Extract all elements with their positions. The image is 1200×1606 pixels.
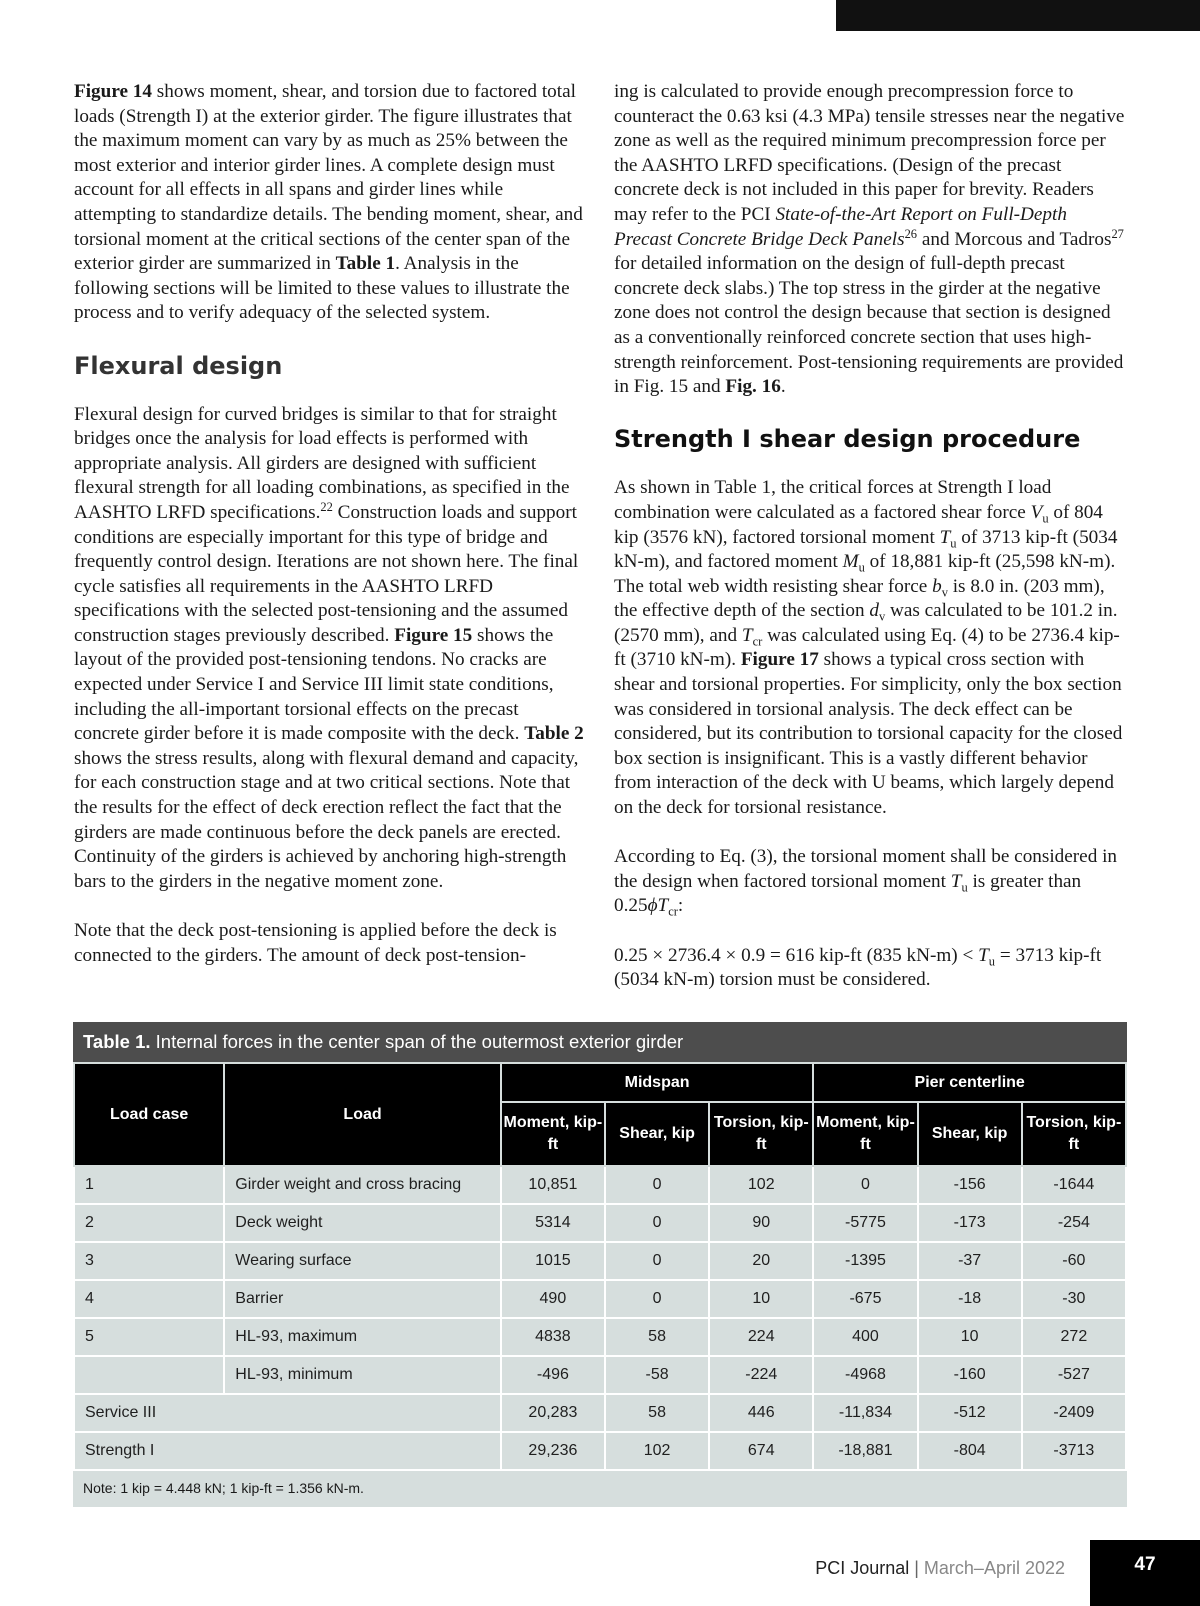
report-title: State-of-the-Art Report on Full-Depth Precast Concrete Bridge Deck Panels <box>614 203 1067 250</box>
cell-load: Wearing surface <box>224 1242 501 1280</box>
header-load: Load <box>224 1063 501 1166</box>
symbol: d <box>869 600 879 622</box>
text: of 804 kip (3576 kN), factored torsional moment <box>614 501 1103 548</box>
cell-load-case: 5 <box>74 1318 224 1356</box>
cell-value: -3713 <box>1022 1432 1126 1470</box>
cell-load-case <box>74 1356 224 1394</box>
header-midspan-shear: Shear, kip <box>605 1102 709 1166</box>
cell-value: 224 <box>709 1318 813 1356</box>
cell-load-case: 1 <box>74 1166 224 1204</box>
table-note: Note: 1 kip = 4.448 kN; 1 kip-ft = 1.356 kN-m. <box>83 1480 364 1496</box>
text: : <box>677 895 684 917</box>
cell-value: 446 <box>709 1394 813 1432</box>
cell-load-case: 3 <box>74 1242 224 1280</box>
left-column <box>74 80 588 968</box>
cell-value: 20 <box>709 1242 813 1280</box>
cell-value: -30 <box>1022 1280 1126 1318</box>
cell-value: 4838 <box>501 1318 605 1356</box>
page-footer <box>0 1540 1200 1606</box>
subscript: u <box>858 560 865 575</box>
internal-forces-table <box>73 1062 1127 1471</box>
cell-load: HL-93, minimum <box>224 1356 501 1394</box>
text: 0.25 × 2736.4 × 0.9 = 616 kip-ft (835 kN-m) < <box>614 944 979 966</box>
top-decorative-bar <box>836 0 1200 31</box>
cell-value: 0 <box>605 1242 709 1280</box>
section-heading: Strength I shear design procedure <box>614 425 1081 454</box>
table-row <box>74 1280 1126 1318</box>
text: shows moment, shear, and torsion due to factored total loads (Strength I) at the exterior girder. The figure illustrates that the maximum moment can vary by as much as 25% between the most exterior and interior girder lines. A complete design must account for all effects in all spans and girder lines while attempting to standardize details. The bending moment, shear, and torsional moment at the critical sections of the center span of the exterior girder are summarized in <box>74 81 583 275</box>
cell-value: -1644 <box>1022 1166 1126 1204</box>
symbol: T <box>950 870 962 892</box>
cell-value: -1395 <box>813 1242 917 1280</box>
cell-value: -254 <box>1022 1204 1126 1242</box>
text: was calculated to be 101.2 in. (2570 mm), and <box>614 600 1118 646</box>
text: = 3713 kip-ft (5034 kN-m) torsion must be considered. <box>614 944 1102 991</box>
cell-value: -527 <box>1022 1356 1126 1394</box>
subscript: u <box>1042 511 1049 526</box>
subscript: u <box>950 535 957 550</box>
subscript: cr <box>752 634 763 649</box>
symbol: V <box>1030 501 1043 523</box>
cell-value: 0 <box>605 1166 709 1204</box>
cell-value: -58 <box>605 1356 709 1394</box>
symbol: T <box>978 944 989 966</box>
cell-value: 490 <box>501 1280 605 1318</box>
table-row <box>74 1166 1126 1204</box>
cell-value: -37 <box>918 1242 1022 1280</box>
cell-load: Barrier <box>224 1280 501 1318</box>
table-ref: Table 1 <box>335 253 396 275</box>
cell-value: -4968 <box>813 1356 917 1394</box>
table-row <box>74 1356 1126 1394</box>
cell-value: 10,851 <box>501 1166 605 1204</box>
cell-value: -224 <box>709 1356 813 1394</box>
header-pier-centerline: Pier centerline <box>813 1063 1126 1102</box>
cell-combination: Service III <box>74 1394 501 1432</box>
cell-combination: Strength I <box>74 1432 501 1470</box>
text: Construction loads and support conditions are especially important for this type of bridge and frequently control design. Iterations are not shown here. The final cycle satisfies all requirements in the AASHTO LRFD specifications with the selected post-tensioning and the assumed construction stages previously described. <box>74 501 579 646</box>
reference-number: 27 <box>1111 226 1124 241</box>
paragraph <box>74 80 588 326</box>
reference-number: 26 <box>904 226 918 241</box>
table-1 <box>73 1022 1127 1507</box>
header-midspan-torsion: Torsion, kip-ft <box>709 1102 813 1166</box>
cell-value: 10 <box>918 1318 1022 1356</box>
text: As shown in Table 1, the critical forces at Strength I load combination were calculated as a factored shear force <box>614 477 1052 523</box>
text: shows a typical cross section with shear and torsional properties. For simplicity, only the box section was considered in torsional analysis. The deck effect can be considered, but its contribution to torsional capacity for the closed box section is insignificant. This is a vastly different behavior from interaction of the deck with U beams, which largely depend on the deck for torsional resistance. <box>614 649 1123 819</box>
cell-value: -60 <box>1022 1242 1126 1280</box>
table-total-row <box>74 1394 1126 1432</box>
equation <box>614 944 1128 993</box>
cell-load-case: 2 <box>74 1204 224 1242</box>
cell-value: -2409 <box>1022 1394 1126 1432</box>
figure-ref: Figure 17 <box>740 649 819 671</box>
figure-ref: Figure 14 <box>74 81 152 102</box>
cell-load: Deck weight <box>224 1204 501 1242</box>
header-pier-shear: Shear, kip <box>918 1102 1022 1166</box>
cell-value: 0 <box>605 1204 709 1242</box>
cell-value: 10 <box>709 1280 813 1318</box>
cell-value: -160 <box>918 1356 1022 1394</box>
symbol: b <box>932 575 942 597</box>
table-row <box>74 1318 1126 1356</box>
subscript: cr <box>668 904 678 919</box>
text: of 3713 kip-ft (5034 kN-m), and factored moment <box>614 526 1118 573</box>
subscript: u <box>988 953 996 968</box>
text: shows the layout of the provided post-tensioning tendons. No cracks are expected under Service I and Service III limit state conditions, including the all-important torsional effects on the precast concrete girder before it is made composite with the deck. <box>74 624 554 745</box>
cell-load-case: 4 <box>74 1280 224 1318</box>
cell-value: 0 <box>605 1280 709 1318</box>
header-midspan: Midspan <box>501 1063 814 1102</box>
table-caption <box>73 1022 1127 1062</box>
cell-value: 20,283 <box>501 1394 605 1432</box>
text: and Morcous and Tadros <box>917 228 1112 250</box>
cell-value: -18 <box>918 1280 1022 1318</box>
header-pier-torsion: Torsion, kip-ft <box>1022 1102 1126 1166</box>
section-heading: Flexural design <box>74 351 283 380</box>
journal-name: PCI Journal <box>815 1558 910 1578</box>
paragraph <box>614 80 1128 400</box>
cell-value: -675 <box>813 1280 917 1318</box>
paragraph: Note that the deck post-tensioning is applied before the deck is connected to the girders. The amount of deck post-tension- <box>74 920 557 966</box>
page-number: 47 <box>1090 1540 1200 1606</box>
right-column <box>614 80 1128 993</box>
cell-value: 400 <box>813 1318 917 1356</box>
text: ing is calculated to provide enough precompression force to counteract the 0.63 ksi (4.3 MPa) tensile stresses near the negative zone as well as the required minimum precompression force per the AASHTO LRFD specifications. (Design of the precast concrete deck is not included in this paper for brevity. Readers may refer to the PCI <box>614 81 1125 225</box>
issue-date: March–April 2022 <box>923 1558 1065 1578</box>
header-pier-moment: Moment, kip-ft <box>813 1102 917 1166</box>
cell-value: 29,236 <box>501 1432 605 1470</box>
cell-value: -18,881 <box>813 1432 917 1470</box>
cell-load: Girder weight and cross bracing <box>224 1166 501 1204</box>
cell-value: -804 <box>918 1432 1022 1470</box>
cell-value: 90 <box>709 1204 813 1242</box>
paragraph <box>614 476 1128 820</box>
cell-value: 58 <box>605 1394 709 1432</box>
header-load-case: Load case <box>74 1063 224 1166</box>
cell-value: -11,834 <box>813 1394 917 1432</box>
reference-number: 22 <box>320 500 333 515</box>
cell-value: 1015 <box>501 1242 605 1280</box>
text: is greater than 0.25 <box>614 870 1082 917</box>
figure-ref: Figure 15 <box>394 624 473 646</box>
table-row <box>74 1242 1126 1280</box>
cell-value: 272 <box>1022 1318 1126 1356</box>
cell-value: 102 <box>709 1166 813 1204</box>
text: shows the stress results, along with flexural demand and capacity, for each construction stage and at two critical sections. Note that the results for the effect of deck erection reflect the fact that the girders are made continuous before the deck panels are erected. Continuity of the girders is achieved by anchoring high-strength bars to the girders in the negative moment zone. <box>74 747 579 892</box>
cell-value: 674 <box>709 1432 813 1470</box>
paragraph <box>614 845 1128 919</box>
cell-value: 0 <box>813 1166 917 1204</box>
table-label: Table 1. <box>83 1031 151 1052</box>
cell-value: 58 <box>605 1318 709 1356</box>
symbol: M <box>842 551 859 573</box>
footer-separator: | <box>914 1558 919 1578</box>
table-row <box>74 1204 1126 1242</box>
subscript: u <box>961 880 968 895</box>
symbol: T <box>939 526 951 548</box>
symbol: T <box>741 624 753 646</box>
cell-value: 102 <box>605 1432 709 1470</box>
text: . Analysis in the following sections will be limited to these values to illustrate the process and to verify adequacy of the selected system. <box>74 253 570 324</box>
paragraph <box>74 403 588 895</box>
cell-load: HL-93, maximum <box>224 1318 501 1356</box>
cell-value: -496 <box>501 1356 605 1394</box>
text: According to Eq. (3), the torsional moment shall be considered in the design when factored torsional moment <box>614 846 1118 892</box>
cell-value: -512 <box>918 1394 1022 1432</box>
table-ref: Table 2 <box>524 723 584 745</box>
subscript: v <box>878 609 886 624</box>
symbol: ϕT <box>647 895 669 917</box>
cell-value: -5775 <box>813 1204 917 1242</box>
cell-value: -173 <box>918 1204 1022 1242</box>
table-title: Internal forces in the center span of the outermost exterior girder <box>150 1031 684 1052</box>
cell-value: -156 <box>918 1166 1022 1204</box>
text: of 18,881 kip-ft (25,598 kN-m). The total web width resisting shear force <box>614 551 1116 597</box>
figure-ref: Fig. 16 <box>725 376 781 398</box>
cell-value: 5314 <box>501 1204 605 1242</box>
text: is 8.0 in. (203 mm), the effective depth of the section <box>614 575 1105 622</box>
text: Flexural design for curved bridges is similar to that for straight bridges once the analysis for load effects is performed with appropriate analysis. All girders are designed with sufficient flexural strength for all loading combinations, as specified in the AASHTO LRFD specifications. <box>74 403 570 523</box>
footer-text <box>815 1556 1065 1580</box>
header-midspan-moment: Moment, kip-ft <box>501 1102 605 1166</box>
text: . <box>780 376 786 398</box>
text: for detailed information on the design of full-depth precast concrete deck slabs.) The top stress in the girder at the negative zone does not control the design because that section is designed as a conventionally reinforced concrete section that uses high-strength reinforcement. Post-tensioning requirements are provided in Fig. 15 and <box>614 253 1124 398</box>
subscript: v <box>941 585 948 600</box>
table-total-row <box>74 1432 1126 1470</box>
text: was calculated using Eq. (4) to be 2736.4 kip-ft (3710 kN-m). <box>614 624 1120 671</box>
